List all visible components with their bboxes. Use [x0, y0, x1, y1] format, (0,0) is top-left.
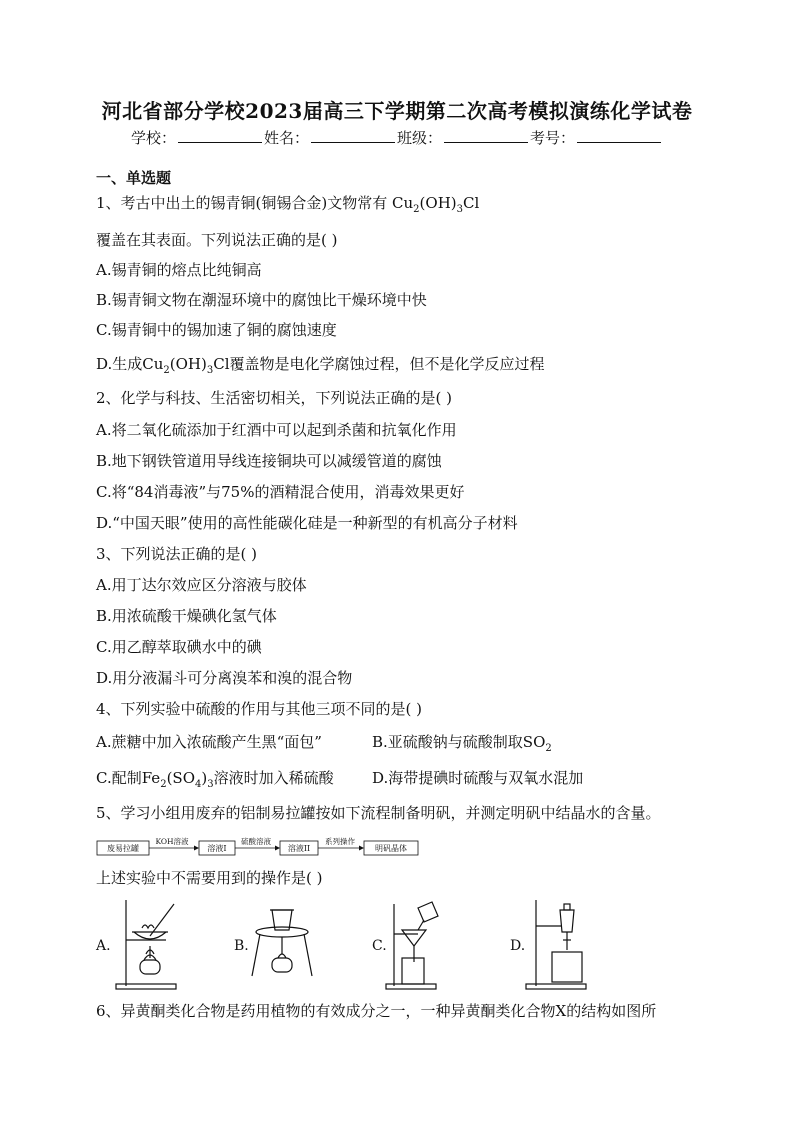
- crucible-heating-apparatus-icon: [246, 904, 318, 992]
- q5-option-c-label: C.: [372, 938, 387, 954]
- q2-option-c: C.将“84消毒液”与75%的酒精混合使用，消毒效果更好: [96, 483, 465, 501]
- q5-option-b-label: B.: [234, 938, 249, 954]
- q4-option-b: B.亚硫酸钠与硫酸制取$SO_2$: [372, 733, 552, 754]
- section-heading: 一、单选题: [96, 169, 172, 187]
- q5-apparatus-options: [90, 896, 610, 996]
- q5-option-a-label: A.: [96, 938, 111, 954]
- q1-stem-text: 1、考古中出土的锡青铜(铜锡合金)文物常有: [96, 194, 388, 212]
- flow-arrow-3-label: 系列操作: [325, 837, 355, 846]
- exam-no-label: 考号：: [530, 129, 576, 147]
- flow-box-4-label: 明矾晶体: [375, 844, 407, 853]
- q4-option-a: A.蔗糖中加入浓硫酸产生黑“面包”: [96, 733, 322, 751]
- q5-stem: 5、学习小组用废弃的铝制易拉罐按如下流程制备明矾，并测定明矾中结晶水的含量。: [96, 804, 661, 822]
- flow-box-2-label: 溶液I: [207, 844, 227, 853]
- flow-arrowhead-2: [275, 846, 280, 851]
- q6-stem: 6、异黄酮类化合物是药用植物的有效成分之一，一种异黄酮类化合物X的结构如图所: [96, 1002, 657, 1020]
- exam-title: 河北省部分学校2023届高三下学期第二次高考模拟演练化学试卷: [101, 99, 693, 123]
- student-info-line: [0, 127, 794, 148]
- flow-arrowhead-3: [359, 846, 364, 851]
- q3-option-a: A.用丁达尔效应区分溶液与胶体: [96, 576, 307, 594]
- name-blank[interactable]: [311, 128, 395, 143]
- q4-option-d: D.海带提碘时硫酸与双氧水混加: [372, 769, 584, 787]
- q3-option-c: C.用乙醇萃取碘水中的碘: [96, 638, 262, 656]
- q1-d-formula: $Cu_2(OH)_3Cl$: [142, 355, 230, 376]
- q1-option-c: C.锡青铜中的锡加速了铜的腐蚀速度: [96, 321, 337, 339]
- exam-no-blank[interactable]: [577, 128, 661, 143]
- q1-option-a: A.锡青铜的熔点比纯铜高: [96, 261, 262, 279]
- q2-option-b: B.地下钢铁管道用导线连接铜块可以减缓管道的腐蚀: [96, 452, 442, 470]
- flow-box-1-label: 废易拉罐: [107, 844, 139, 853]
- name-label: 姓名：: [263, 129, 309, 147]
- flow-arrow-1-label: KOH溶液: [155, 837, 189, 846]
- flow-arrow-2-label: 硫酸溶液: [241, 837, 271, 846]
- q1-formula: $Cu_2(OH)_3Cl$: [392, 194, 480, 215]
- class-blank[interactable]: [444, 128, 528, 143]
- q3-option-b: B.用浓硫酸干燥碘化氢气体: [96, 607, 277, 625]
- q5-flow-diagram: [96, 836, 426, 858]
- separating-funnel-apparatus-icon: [522, 896, 592, 992]
- school-blank[interactable]: [178, 128, 262, 143]
- filtration-apparatus-icon: [384, 900, 444, 992]
- evaporation-apparatus-icon: [112, 896, 184, 992]
- q1-option-b: B.锡青铜文物在潮湿环境中的腐蚀比干燥环境中快: [96, 291, 427, 309]
- q5-option-d-label: D.: [510, 938, 526, 954]
- q1-stem-line2: 覆盖在其表面。下列说法正确的是( ): [96, 231, 338, 249]
- class-label: 班级：: [397, 129, 443, 147]
- flow-box-3-label: 溶液II: [287, 844, 311, 853]
- q1-option-d: D.生成$Cu_2(OH)_3Cl$覆盖物是电化学腐蚀过程，但不是化学反应过程: [96, 355, 545, 376]
- q4-option-c: C.配制$Fe_2(SO_4)_3$溶液时加入稀硫酸: [96, 769, 334, 790]
- q5-question: 上述实验中不需要用到的操作是( ): [96, 869, 323, 887]
- flow-arrowhead-1: [194, 846, 199, 851]
- q2-option-d: D.“中国天眼”使用的高性能碳化硅是一种新型的有机高分子材料: [96, 514, 518, 532]
- q2-option-a: A.将二氧化硫添加于红酒中可以起到杀菌和抗氧化作用: [96, 421, 457, 439]
- q2-stem: 2、化学与科技、生活密切相关，下列说法正确的是( ): [96, 389, 453, 407]
- school-label: 学校：: [130, 129, 176, 147]
- q1-stem-line1: [96, 193, 479, 220]
- q3-option-d: D.用分液漏斗可分离溴苯和溴的混合物: [96, 669, 353, 687]
- q3-stem: 3、下列说法正确的是( ): [96, 545, 258, 563]
- q4-stem: 4、下列实验中硫酸的作用与其他三项不同的是( ): [96, 700, 423, 718]
